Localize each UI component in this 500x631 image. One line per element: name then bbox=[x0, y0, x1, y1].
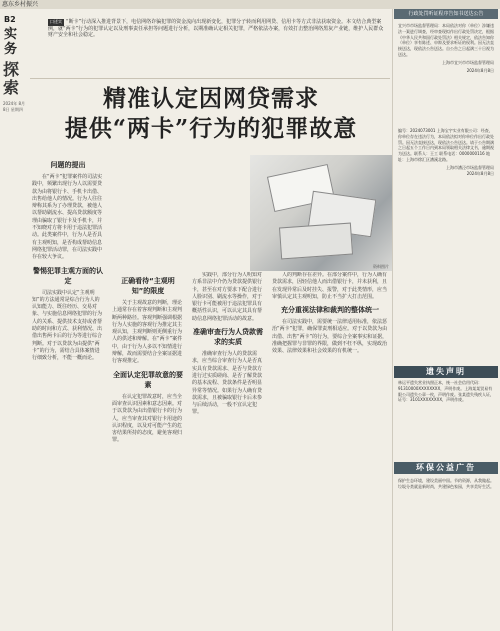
notice-block-1 bbox=[398, 23, 494, 73]
notice-sidebar bbox=[392, 9, 500, 631]
article-column-1 bbox=[32, 156, 104, 628]
column-title-secondary: 探索 bbox=[3, 60, 20, 97]
notice-signature: 上海市漕泾市场监督管理局 bbox=[446, 164, 494, 170]
public-ad-banner: 环保公益广告 bbox=[394, 462, 498, 474]
headline bbox=[30, 84, 392, 144]
section-heading: 充分重视法律和裁判的整体统一 bbox=[281, 306, 379, 315]
illustration-photo bbox=[250, 155, 392, 271]
paragraph: 实践中，部分行为人明知对方系非法中介仍为贷款提供银行卡，甚至在对方要求下配合进行人脸识别、刷流水等操作，对于银行卡可能被用于违法犯罪具有概括性认识，可以认定其具有帮助信息网络犯罪活动的故意。 bbox=[192, 272, 263, 322]
section-heading: 准确审查行为人贷款需求的实质 bbox=[193, 328, 263, 347]
section-heading: 正确看待“主观明知”的限度 bbox=[121, 277, 175, 295]
section-heading: 警惕犯罪主观方面的认定 bbox=[33, 266, 103, 285]
lost-notice-banner: 遗失声明 bbox=[394, 366, 498, 378]
headline-line-1: 精准认定因网贷需求 bbox=[103, 85, 319, 112]
article-column-2 bbox=[112, 272, 184, 628]
notice-signature: 上海市宜兴市市场监督管理局 bbox=[442, 59, 494, 65]
notice-text: 林运平遗失营业执照正本，统一社会信用代码：91310000XXXXXXXX，声明作废。上海某某贸易有限公司遗失公章一枚，声明作废。张某遗失残疾人证，证号：3101XXXXXXXX，声明作废。 bbox=[398, 380, 494, 403]
paragraph: 人的判断存在差异。在部分案件中，行为人确有贷款需求，因轻信他人而出借银行卡，并未获利，且在发现异常后及时挂失、报警，对于此类情形，应当审慎认定其主观明知，防止不当扩大打击范围。 bbox=[272, 272, 388, 300]
notice-block-4 bbox=[398, 478, 494, 490]
notice-block-3 bbox=[398, 380, 494, 403]
section-heading: 全面认定犯罪故意的要素 bbox=[113, 370, 183, 389]
notice-date: 2024年8月8日 bbox=[466, 170, 494, 176]
section-number: B2 bbox=[4, 15, 16, 24]
notice-block-2 bbox=[398, 128, 494, 176]
article-column-3 bbox=[192, 272, 264, 628]
section-heading: 问题的提出 bbox=[50, 161, 86, 169]
paragraph: 在认定犯罪故意时，应当全面审查认识因素和意志因素。对于以贷款为由出借银行卡的行为人，应当审查其对银行卡用途的认识程度，以及对可能产生的危害结果所持的态度，避免客观归罪。 bbox=[112, 393, 183, 444]
headline-line-2: 提供“两卡”行为的犯罪故意 bbox=[64, 115, 358, 142]
divider bbox=[30, 78, 390, 79]
top-bar bbox=[0, 0, 500, 9]
top-bar-title: 惠东乡村振兴 bbox=[2, 1, 39, 8]
column-title: 实务 bbox=[4, 27, 18, 57]
article-column-4 bbox=[272, 272, 388, 628]
card-graphic bbox=[279, 223, 353, 260]
notice-text: 保护生态环境，建设美丽中国。节约资源，从我做起。垃圾分类就是新时尚，共建绿色家园，共享美好生活。 bbox=[398, 478, 494, 489]
paragraph: 司法实践中认定“主观明知”的方法通常是综合行为人的认知能力、既往经历、交易对象、与实施信息网络犯罪的行为人的关系、提供技术支持或者帮助的时间和方式、获利情况、出借出售两卡后的行为等进行综合判断。对于以贷款为由提供“两卡”的行为，需结合具体案情进行细致分析，不能一概而论。 bbox=[32, 289, 103, 362]
notice-text: 编号：2024073001 上海宝宇实业有限公司：经查，你单位存在违法行为，本局依法拟对你单位作出行政处罚。因无法直接送达，现依法公告送达。请于公告期满之日起五个工作日内到本局领取相关法律文书，逾期视为送达。联系人：王工 联系电话：0000000116 地址：上海市徐汇区漕溪北路。 bbox=[398, 128, 494, 162]
notice-text: 宜兴市市场监督管理局：本局依法对你（单位）涉嫌违法一案进行调查，经审查现拟作出行政处罚决定，根据《中华人民共和国行政处罚法》相关规定，依法告知你（单位）享有陈述、申辩及要求听证的权利。因无法直接送达，现依法公告送达。自公告之日起满三十日视为送达。 bbox=[398, 23, 494, 57]
photo-caption: 资料图片 bbox=[373, 264, 389, 269]
notice-date: 2024年8月8日 bbox=[466, 67, 494, 73]
issue-date: 2024年 8月8日 星期四 bbox=[3, 101, 25, 112]
author-badge: 口述实 bbox=[50, 19, 62, 24]
section-strip bbox=[0, 9, 28, 631]
paragraph: 准确审查行为人的贷款需求，应当综合审查行为人是否真实具有贷款需求、是否与贷款方进行过实质磋商、是否了解贷款的基本流程、贷款条件是否明显异常等情况。如果行为人确有贷款需求，且被骗取银行卡后未参与后续活动，一般不宜认定犯罪。 bbox=[192, 351, 263, 416]
notice-header: 行政处罚听证程序告知书送达公告 bbox=[394, 9, 498, 19]
lead-text: “断卡”行动深入推进背景下，电信网络诈骗犯罪的资金流向出现新变化，犯罪分子转而利用网贷、信用卡等方式非法获取资金。本文结合典型案例，就“两卡”行为的犯罪认定以及刑事责任承担等问题进行分析，以期准确认定相关犯罪，严格依法办案，有效打击整治网络黑灰产业链，维护人民群众财产安全和社会稳定。 bbox=[48, 19, 384, 39]
paragraph: 在“两卡”犯罪案件的司法实践中，频繁出现行为人以需要贷款为由将银行卡、手机卡出借、出售给他人的情况。行为人往往辩称其系为了办理贷款，被他人以帮助刷流水、提高贷款额度等理由骗取了银行卡及手机卡，并不知晓对方将卡用于违法犯罪活动。此类案件中，行为人是否具有主观明知，是否构成帮助信息网络犯罪活动罪，在司法实践中存在较大争议。 bbox=[32, 174, 103, 261]
lead-paragraph bbox=[48, 19, 386, 39]
paragraph: 关于主观故意的判断，理论上通常存在着客观判断和主观判断两种路径。客观判断强调根据行为人实施的客观行为推定其主观认知，主观判断则更侧重行为人的供述和辩解。在“两卡”案件中，由于行为人多以不知情进行辩解，故而需要结合全案证据进行客观推定。 bbox=[112, 300, 183, 365]
paragraph: 在司法实践中，需要统一法律适用标准，依法惩治“两卡”犯罪，确保罪责刑相适应。对于以贷款为由出借、出售“两卡”的行为，要综合全案事实和证据，准确把握罪与非罪的界限，做到不枉不纵，实现政治效果、法律效果和社会效果的有机统一。 bbox=[272, 319, 388, 355]
